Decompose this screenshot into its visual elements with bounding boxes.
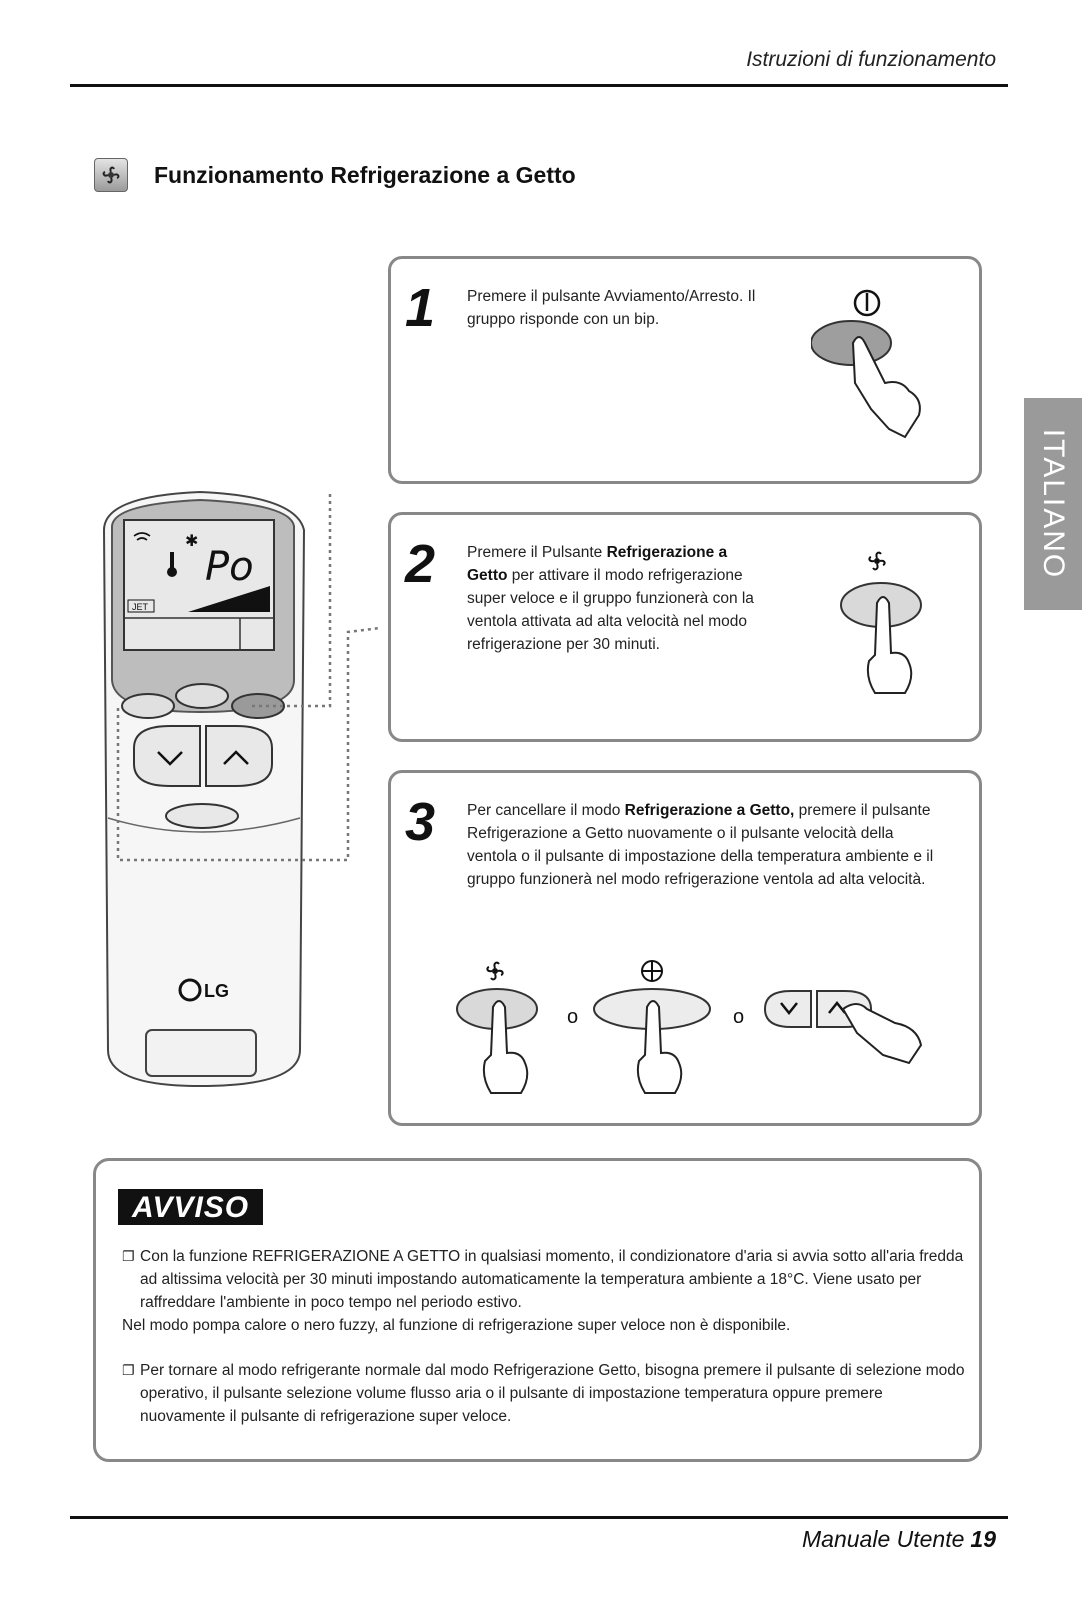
page-number: 19 [970,1526,996,1552]
notice-badge: AVVISO [118,1189,263,1225]
or-label-2: o [733,1006,745,1028]
language-tab [1024,398,1082,610]
footer-label: Manuale Utente [802,1526,965,1552]
jet-cool-icon [869,553,884,570]
fan-speed-button [594,961,710,1093]
step-1-box [388,256,982,484]
language-tab-label: ITALIANO [1037,428,1071,580]
jet-cool-button [457,963,537,1093]
header-title: Istruzioni di funzionamento [746,48,996,71]
notice-item-2: ❐ Per tornare al modo refrigerante normale dal modo Refrigerazione Getto, bisogna premere il pulsante di selezione modo operativo, il pulsante selezione volume flusso aria o il pulsante di impostazione temperatura oppure premere nuovamente il pulsante di refrigerazione super veloce. [122,1359,970,1428]
section-title: Funzionamento Refrigerazione a Getto [154,161,576,188]
jet-cool-button-illustration [831,543,941,703]
jet-cool-bold-label: Refrigerazione a Getto [467,544,728,584]
jet-cool-bold-label: Refrigerazione a Getto, [624,802,795,819]
step-3-number: 3 [405,792,436,852]
section-heading [94,158,576,192]
step-2-text: Premere il Pulsante Refrigerazione a Getto per attivare il modo refrigerazione super veloce e il gruppo funzionerà con la ventola attivata ad alta velocità nel modo refrigerazione per 30 minuti. [467,544,754,653]
remote-display-mode: Po [205,544,254,590]
notice-body [122,1245,970,1428]
power-icon [855,291,879,315]
step-3-text: Per cancellare il modo Refrigerazione a Getto, premere il pulsante Refrigerazione a Getto nuovamente o il pulsante velocità della ventola o il pulsante di impostazione della temperatura ambiente e il gruppo funzionerà nel modo refrigerazione ventola ad alta velocità. [467,802,934,888]
remote-brand: LG [204,981,229,1001]
header-rule [70,84,1008,87]
step-3-box [388,770,982,1126]
notice-item-1: ❐ Con la funzione REFRIGERAZIONE A GETTO in qualsiasi momento, il condizionatore d'aria si avvia sotto all'aria fredda ad altissima velocità per 30 minuti impostando automaticamente la temperatura ambiente a 18°C. Viene usato per raffreddare l'ambiente in poco tempo nel periodo estivo. [122,1245,970,1314]
notice-box [93,1158,982,1462]
step-1-number: 1 [405,278,436,338]
cancel-options-illustration [447,953,947,1113]
step-1-text: Premere il pulsante Avviamento/Arresto. Il gruppo risponde con un bip. [467,288,756,328]
footer-rule [70,1516,1008,1519]
checkbox-bullet-icon: ❐ [122,1362,135,1378]
step-2-box [388,512,982,742]
checkbox-bullet-icon: ❐ [122,1248,135,1264]
jet-cool-icon [94,158,128,192]
power-button-illustration [811,287,941,447]
notice-line-2: Nel modo pompa calore o nero fuzzy, al funzione di refrigerazione super veloce non è disponibile. [122,1317,791,1334]
step-2-number: 2 [405,534,436,594]
or-label-1: o [567,1006,579,1028]
remote-jet-label: JET [132,602,149,612]
remote-control-illustration [90,490,390,1090]
svg-text:✱: ✱ [185,533,199,550]
footer [802,1526,996,1553]
temperature-buttons [765,991,921,1063]
